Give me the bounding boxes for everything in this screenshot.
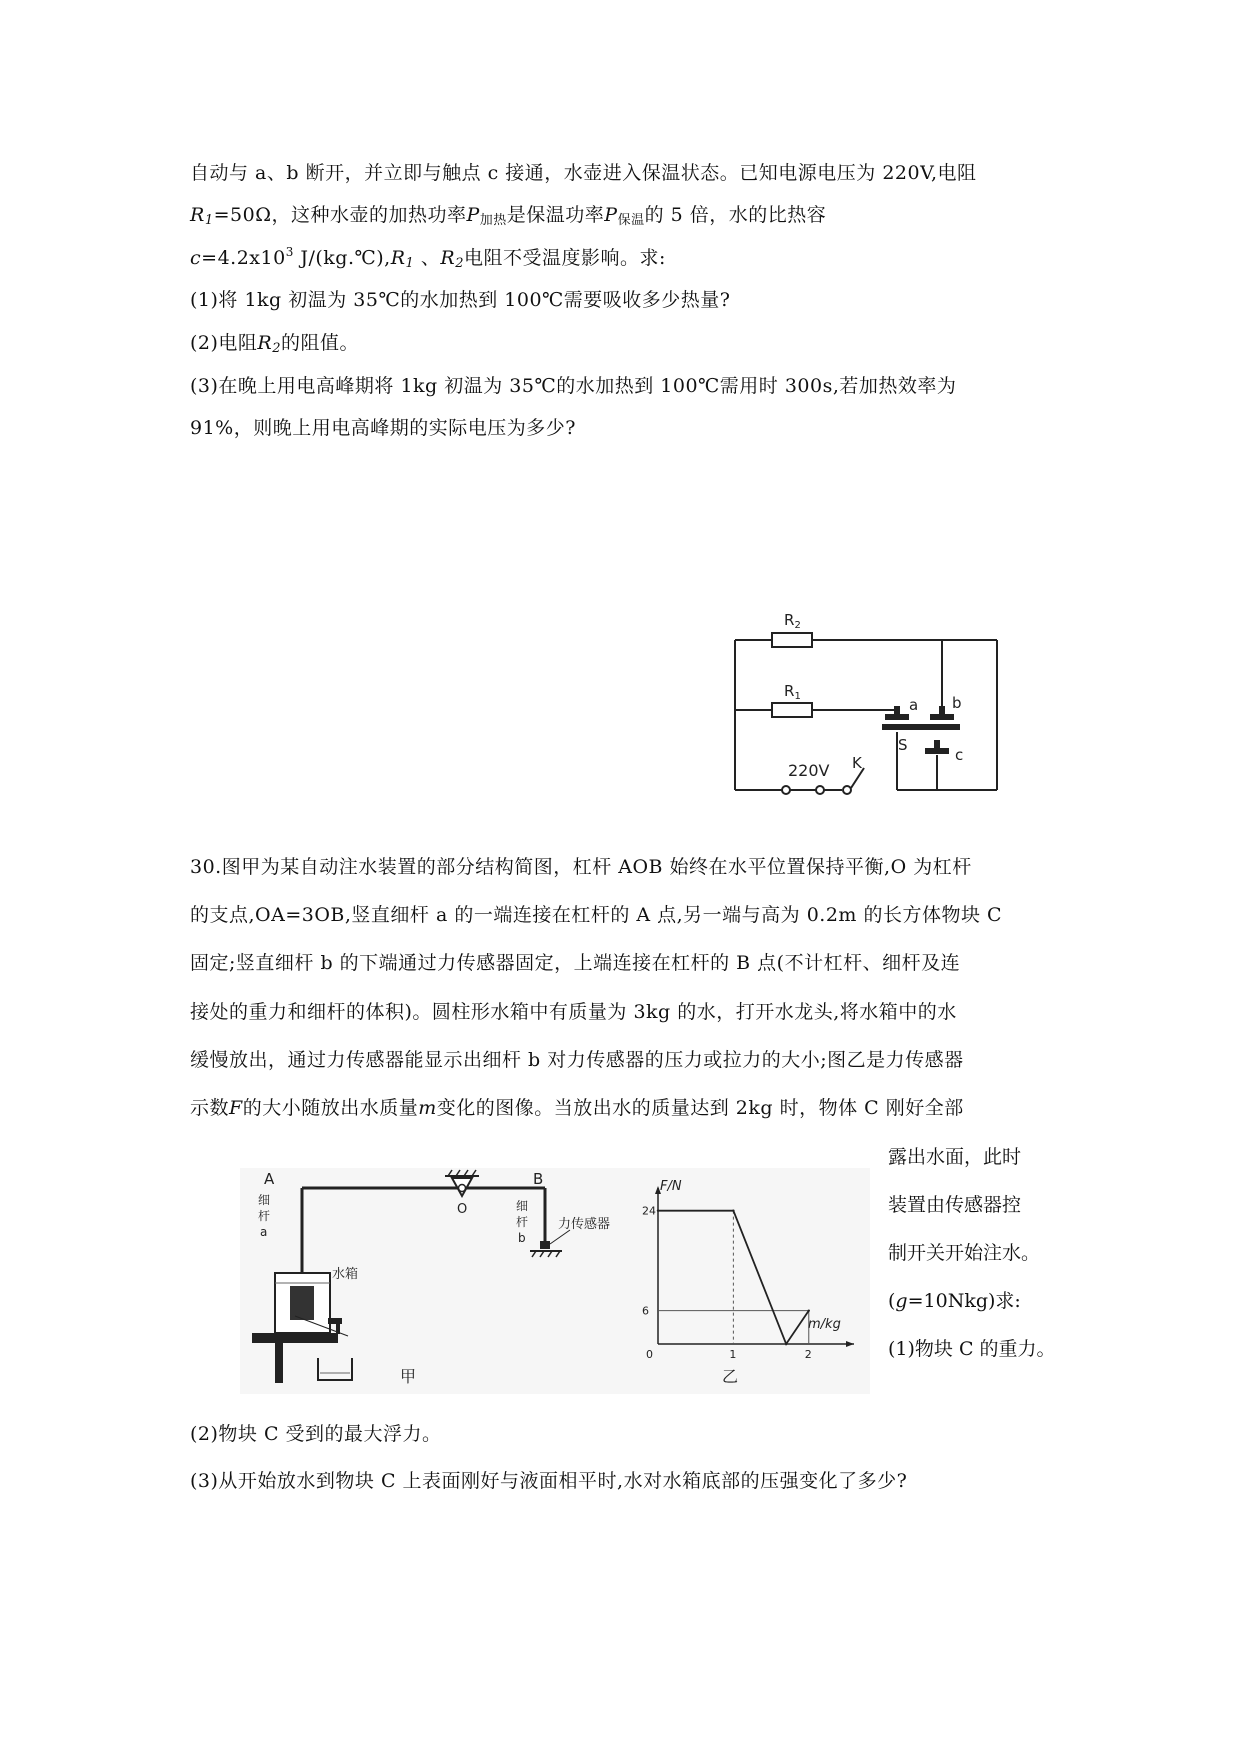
label-o: O xyxy=(457,1202,468,1217)
label-rod-b-3: b xyxy=(518,1231,526,1245)
p30-question-3: (3)从开始放水到物块 C 上表面刚好与液面相平时,水对水箱底部的压强变化了多少? xyxy=(190,1470,908,1492)
force-sensor xyxy=(540,1241,550,1249)
label-rod-b-1: 细 xyxy=(516,1199,529,1213)
contact-a xyxy=(885,714,909,720)
p30-line3: 固定;竖直细杆 b 的下端通过力传感器固定，上端连接在杠杆的 B 点(不计杠杆、细杆及连 xyxy=(190,952,961,974)
terminal-2 xyxy=(816,786,824,794)
p30-line1: 30.图甲为某自动注水装置的部分结构简图，杠杆 AOB 始终在水平位置保持平衡,O 为杠杆 xyxy=(190,856,972,878)
p30-side4: (g=10Nkg)求: xyxy=(888,1290,1021,1312)
p29-question-3-cont: 91%，则晚上用电高峰期的实际电压为多少? xyxy=(190,417,576,439)
x-tick-1: 1 xyxy=(729,1348,737,1361)
chart-yi xyxy=(640,1168,870,1394)
figure-jia xyxy=(240,1168,640,1394)
y-tick-24: 24 xyxy=(642,1204,656,1218)
y-tick-6: 6 xyxy=(642,1304,649,1318)
data-point-1 xyxy=(732,1209,734,1211)
caption-yi: 乙 xyxy=(722,1367,739,1386)
label-rod-a-3: a xyxy=(260,1225,268,1239)
p30-question-2: (2)物块 C 受到的最大浮力。 xyxy=(190,1423,442,1445)
circuit-diagram xyxy=(712,600,1012,810)
label-rod-a-2: 杆 xyxy=(258,1209,271,1223)
faucet xyxy=(328,1318,342,1324)
caption-jia: 甲 xyxy=(400,1367,417,1386)
label-b: b xyxy=(952,694,962,712)
block-c xyxy=(290,1286,314,1320)
p29-line3: $c=4.2x10^3$ $J/(kg.℃),R_1$ 、$R_2$电阻不受温度影响。求: xyxy=(190,245,666,271)
p29-question-2: (2)电阻$R_2$的阻值。 xyxy=(190,332,360,356)
label-b-point: B xyxy=(533,1170,544,1188)
switch-s xyxy=(882,724,960,730)
label-sensor: 力传感器 xyxy=(558,1217,611,1232)
p30-line2: 的支点,OA=3OB,竖直细杆 a 的一端连接在杠杆的 A 点,另一端与高为 0.2m 的长方体物块 C xyxy=(190,904,1003,926)
terminal-1 xyxy=(782,786,790,794)
label-a: a xyxy=(909,696,919,714)
p30-question-1: (1)物块 C 的重力。 xyxy=(888,1338,1056,1360)
p30-side1: 露出水面，此时 xyxy=(888,1146,1022,1168)
label-tank: 水箱 xyxy=(332,1267,359,1282)
label-k: K xyxy=(852,754,862,772)
chart-ylabel: F/N xyxy=(660,1179,682,1194)
data-point-0 xyxy=(657,1209,659,1211)
p30-line6: 示数F的大小随放出水质量m变化的图像。当放出水的质量达到 2kg 时，物体 C 刚好全部 xyxy=(190,1097,964,1119)
label-rod-a-1: 细 xyxy=(258,1193,271,1207)
p29-question-3: (3)在晚上用电高峰期将 1kg 初温为 35℃的水加热到 100℃需用时 300s,若加热效率为 xyxy=(190,375,957,397)
label-a-point: A xyxy=(264,1170,275,1188)
p29-question-1: (1)将 1kg 初温为 35℃的水加热到 100℃需要吸收多少热量? xyxy=(190,289,731,311)
p30-side3: 制开关开始注水。 xyxy=(888,1242,1041,1264)
label-c: c xyxy=(955,746,964,764)
label-rod-b-2: 杆 xyxy=(516,1215,529,1229)
r1-symbol: R xyxy=(190,204,205,226)
label-voltage: 220V xyxy=(788,761,830,780)
data-point-3 xyxy=(808,1309,810,1311)
x-tick-0: 0 xyxy=(646,1348,653,1361)
x-tick-2: 2 xyxy=(804,1348,812,1361)
p30-line4: 接处的重力和细杆的体积)。圆柱形水箱中有质量为 3kg 的水，打开水龙头,将水箱中的水 xyxy=(190,1001,957,1023)
data-point-2 xyxy=(785,1343,787,1345)
resistor-r1 xyxy=(772,703,812,717)
resistor-r2 xyxy=(772,633,812,647)
p30-side2: 装置由传感器控 xyxy=(888,1194,1022,1216)
contact-b xyxy=(930,714,954,720)
p29-line1: 自动与 a、b 断开，并立即与触点 c 接通，水壶进入保温状态。已知电源电压为 220V,电阻 xyxy=(190,162,977,184)
label-r1: $R_1$ xyxy=(784,682,801,702)
label-s: S xyxy=(898,736,908,754)
contact-c xyxy=(925,748,949,754)
p29-line2: $R_1=50\Omega$，这种水壶的加热功率$P_{加热}$是保温功率$P_{保温}$的 5 倍，水的比热容 xyxy=(190,204,827,228)
terminal-3 xyxy=(843,786,851,794)
p30-line5: 缓慢放出，通过力传感器能显示出细杆 b 对力传感器的压力或拉力的大小;图乙是力传感器 xyxy=(190,1049,964,1071)
label-r2: $R_2$ xyxy=(784,611,801,631)
chart-xlabel: m/kg xyxy=(808,1317,841,1332)
